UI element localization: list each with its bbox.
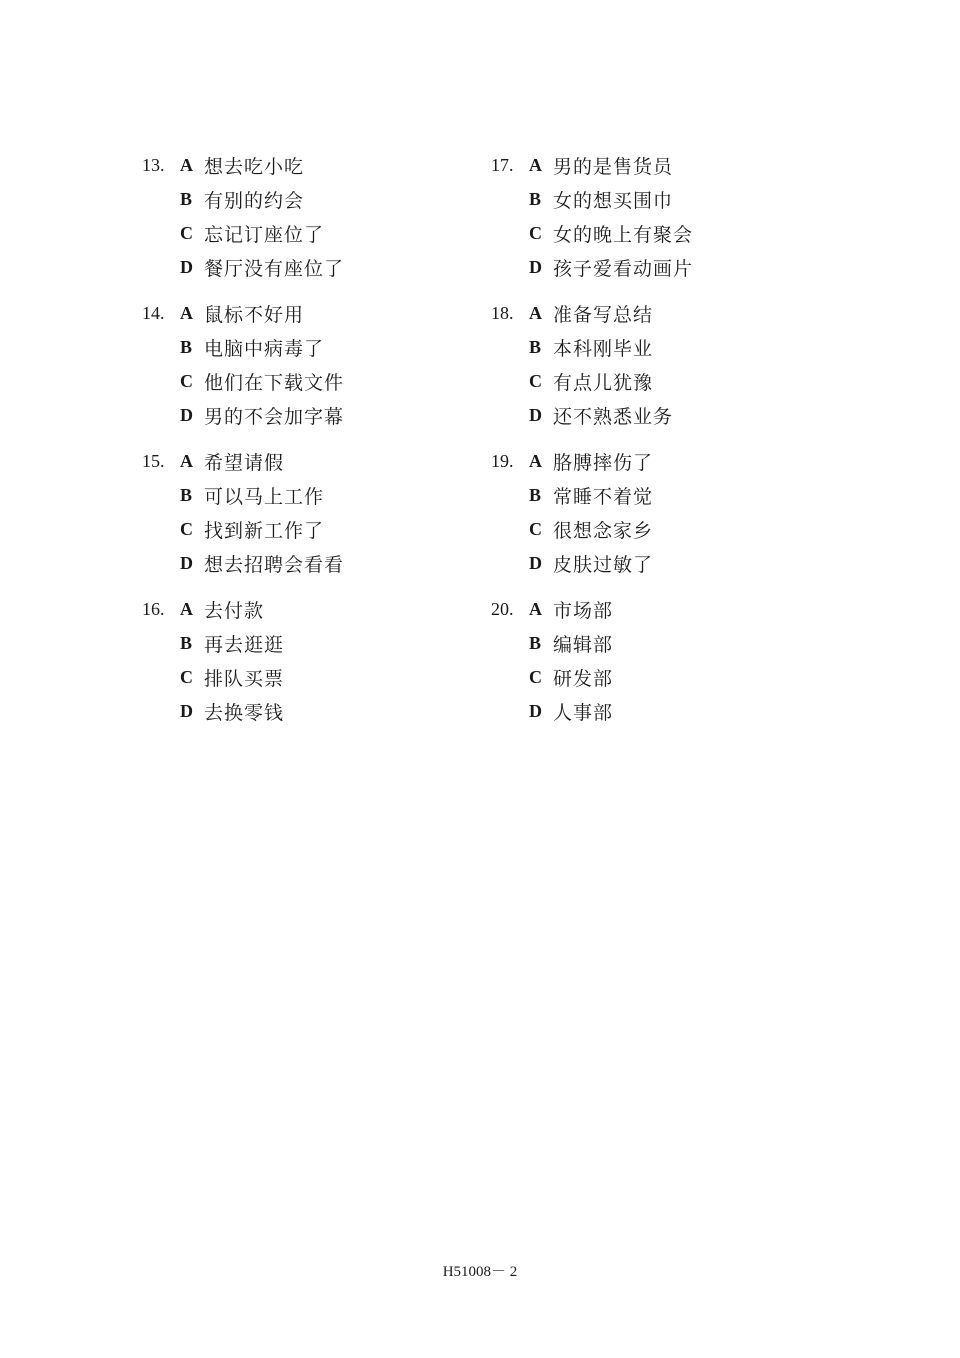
option-text: 想去招聘会看看 [204, 553, 345, 576]
option-letter: C [180, 518, 193, 539]
answer-option [142, 216, 344, 250]
question-number: 17. [491, 154, 514, 175]
answer-option [491, 398, 693, 432]
page-footer: H51008－ 2 [442, 1264, 518, 1280]
question-number: 18. [491, 302, 514, 323]
option-text: 胳膊摔伤了 [553, 451, 654, 474]
option-text: 女的晚上有聚会 [553, 223, 694, 246]
answer-option [142, 592, 344, 626]
option-letter: B [180, 336, 193, 357]
option-letter: A [180, 302, 193, 323]
question-block [491, 592, 693, 728]
option-letter: C [180, 222, 193, 243]
option-letter: C [529, 666, 542, 687]
question-block [491, 148, 693, 284]
option-letter: D [529, 700, 542, 721]
option-letter: B [529, 336, 542, 357]
answer-option [142, 444, 344, 478]
answer-option [142, 512, 344, 546]
option-text: 孩子爱看动画片 [553, 257, 694, 280]
answer-option [491, 444, 693, 478]
option-text: 餐厅没有座位了 [204, 257, 345, 280]
option-text: 他们在下载文件 [204, 371, 345, 394]
option-letter: D [180, 552, 193, 573]
question-number: 16. [142, 598, 165, 619]
answer-option [491, 546, 693, 580]
question-block [142, 592, 344, 728]
answer-option [491, 512, 693, 546]
option-letter: A [529, 154, 542, 175]
answer-option [491, 626, 693, 660]
question-block [142, 296, 344, 432]
answer-option [142, 148, 344, 182]
question-block [142, 148, 344, 284]
option-text: 有别的约会 [204, 189, 305, 212]
answer-option [491, 330, 693, 364]
question-number: 14. [142, 302, 165, 323]
right-column [491, 148, 693, 740]
option-text: 女的想买围巾 [553, 189, 674, 212]
option-letter: C [529, 222, 542, 243]
answer-option [142, 694, 344, 728]
option-text: 可以马上工作 [204, 485, 325, 508]
option-text: 排队买票 [204, 667, 285, 690]
option-text: 去付款 [204, 599, 265, 622]
option-letter: B [529, 484, 542, 505]
answer-option [142, 364, 344, 398]
question-number: 13. [142, 154, 165, 175]
option-text: 准备写总结 [553, 303, 654, 326]
option-letter: C [180, 666, 193, 687]
option-text: 电脑中病毒了 [204, 337, 325, 360]
option-text: 市场部 [553, 599, 614, 622]
answer-option [142, 660, 344, 694]
answer-option [491, 148, 693, 182]
question-block [491, 296, 693, 432]
answer-option [491, 660, 693, 694]
left-column [142, 148, 344, 740]
answer-option [142, 250, 344, 284]
answer-option [491, 364, 693, 398]
answer-option [142, 296, 344, 330]
question-number: 19. [491, 450, 514, 471]
option-text: 有点儿犹豫 [553, 371, 654, 394]
answer-option [491, 694, 693, 728]
answer-option [491, 250, 693, 284]
option-letter: D [529, 404, 542, 425]
answer-option [491, 478, 693, 512]
answer-option [491, 592, 693, 626]
option-text: 男的不会加字幕 [204, 405, 345, 428]
question-block [142, 444, 344, 580]
option-letter: C [529, 370, 542, 391]
option-letter: A [180, 598, 193, 619]
option-text: 很想念家乡 [553, 519, 654, 542]
option-text: 人事部 [553, 701, 614, 724]
answer-option [491, 182, 693, 216]
answer-option [142, 182, 344, 216]
option-text: 去换零钱 [204, 701, 285, 724]
answer-option [491, 216, 693, 250]
option-letter: A [529, 450, 542, 471]
answer-option [491, 296, 693, 330]
option-text: 常睡不着觉 [553, 485, 654, 508]
option-text: 希望请假 [204, 451, 285, 474]
option-text: 还不熟悉业务 [553, 405, 674, 428]
answer-option [142, 626, 344, 660]
option-text: 本科刚毕业 [553, 337, 654, 360]
option-text: 再去逛逛 [204, 633, 285, 656]
option-letter: D [180, 700, 193, 721]
option-letter: B [180, 484, 193, 505]
option-letter: D [529, 552, 542, 573]
option-letter: D [529, 256, 542, 277]
option-letter: C [180, 370, 193, 391]
question-number: 15. [142, 450, 165, 471]
option-letter: D [180, 404, 193, 425]
option-text: 找到新工作了 [204, 519, 325, 542]
option-letter: A [529, 598, 542, 619]
option-letter: D [180, 256, 193, 277]
option-letter: A [529, 302, 542, 323]
option-letter: B [180, 188, 193, 209]
option-letter: C [529, 518, 542, 539]
option-text: 男的是售货员 [553, 155, 674, 178]
option-text: 研发部 [553, 667, 614, 690]
option-letter: B [180, 632, 193, 653]
option-text: 想去吃小吃 [204, 155, 305, 178]
option-letter: A [180, 154, 193, 175]
option-text: 鼠标不好用 [204, 303, 305, 326]
option-letter: B [529, 632, 542, 653]
question-block [491, 444, 693, 580]
question-number: 20. [491, 598, 514, 619]
option-text: 忘记订座位了 [204, 223, 325, 246]
option-text: 皮肤过敏了 [553, 553, 654, 576]
answer-option [142, 330, 344, 364]
answer-option [142, 546, 344, 580]
answer-option [142, 398, 344, 432]
option-letter: B [529, 188, 542, 209]
option-letter: A [180, 450, 193, 471]
option-text: 编辑部 [553, 633, 614, 656]
answer-option [142, 478, 344, 512]
